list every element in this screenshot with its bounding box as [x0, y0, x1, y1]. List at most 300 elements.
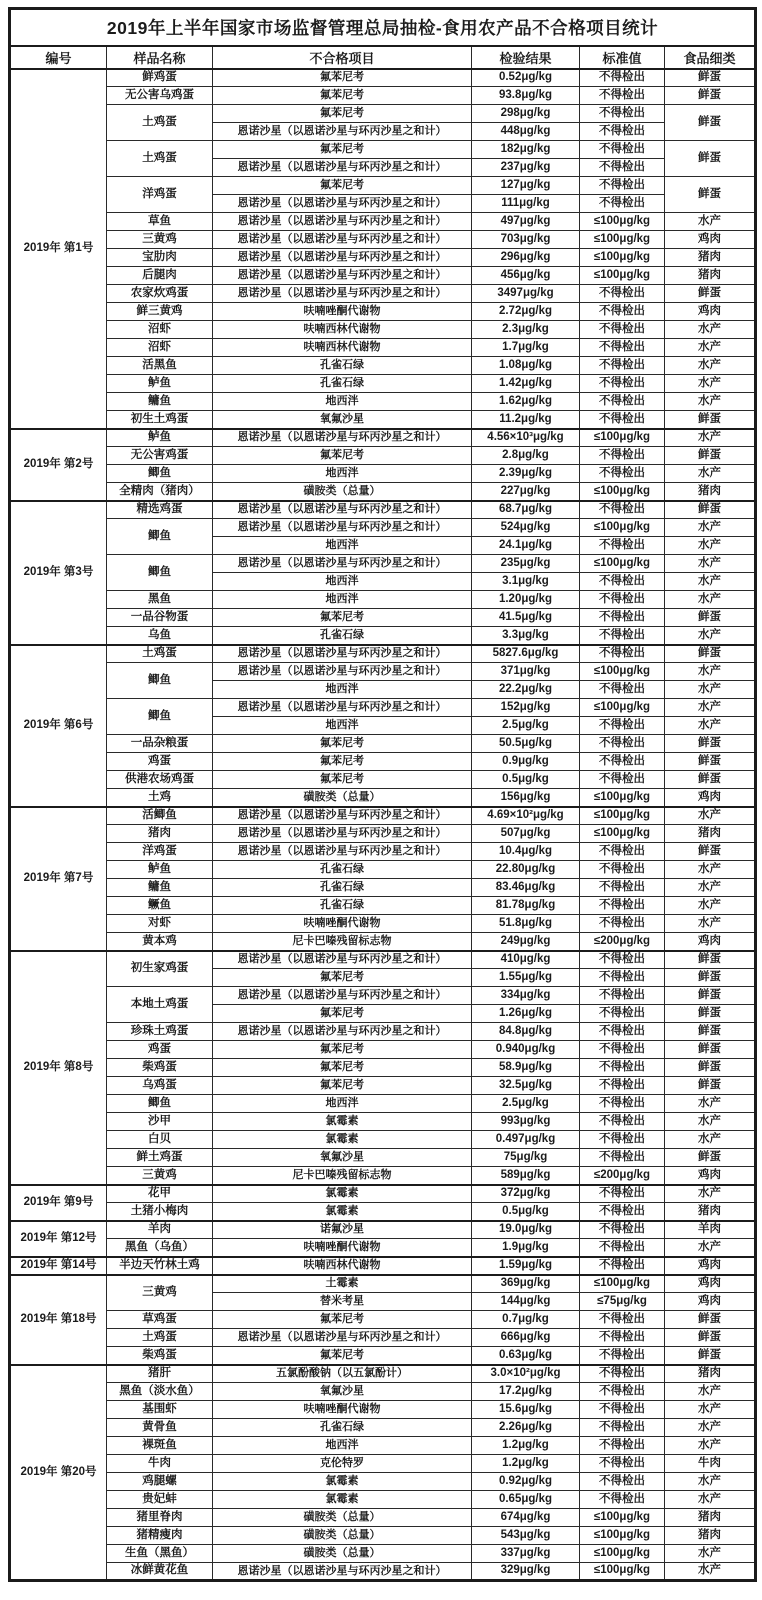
food-category-cell: 鲜蛋 [665, 87, 756, 105]
sample-name-cell: 后腿肉 [107, 267, 213, 285]
noncompliant-item-cell: 恩诺沙星（以恩诺沙星与环丙沙星之和计） [213, 285, 472, 303]
sample-name-cell: 珍珠土鸡蛋 [107, 1023, 213, 1041]
noncompliant-item-cell: 氟苯尼考 [213, 609, 472, 627]
standard-value-cell: ≤100μg/kg [580, 1545, 665, 1563]
food-category-cell: 鲜蛋 [665, 969, 756, 987]
noncompliant-item-cell: 地西泮 [213, 1095, 472, 1113]
test-result-cell: 296μg/kg [472, 249, 580, 267]
sample-name-cell: 土鸡蛋 [107, 141, 213, 177]
test-result-cell: 3.1μg/kg [472, 573, 580, 591]
test-result-cell: 1.42μg/kg [472, 375, 580, 393]
table-row [10, 69, 756, 87]
food-category-cell: 水产 [665, 573, 756, 591]
standard-value-cell: 不得检出 [580, 591, 665, 609]
batch-number-cell: 2019年 第14号 [10, 1257, 107, 1275]
table-row [10, 375, 756, 393]
test-result-cell: 235μg/kg [472, 555, 580, 573]
table-row [10, 789, 756, 807]
standard-value-cell: 不得检出 [580, 393, 665, 411]
table-row [10, 1239, 756, 1257]
food-category-cell: 水产 [665, 429, 756, 447]
test-result-cell: 2.26μg/kg [472, 1419, 580, 1437]
sample-name-cell: 黄骨鱼 [107, 1419, 213, 1437]
standard-value-cell: 不得检出 [580, 1401, 665, 1419]
food-category-cell: 鲜蛋 [665, 501, 756, 519]
food-category-cell: 水产 [665, 537, 756, 555]
sample-name-cell: 鲫鱼 [107, 555, 213, 591]
noncompliant-item-cell: 氟苯尼考 [213, 141, 472, 159]
test-result-cell: 1.08μg/kg [472, 357, 580, 375]
food-category-cell: 水产 [665, 627, 756, 645]
sample-name-cell: 本地土鸡蛋 [107, 987, 213, 1023]
standard-value-cell: ≤100μg/kg [580, 1275, 665, 1293]
food-category-cell: 鲜蛋 [665, 447, 756, 465]
standard-value-cell: 不得检出 [580, 1239, 665, 1257]
standard-value-cell: ≤100μg/kg [580, 249, 665, 267]
inspection-results-table [8, 7, 757, 1582]
test-result-cell: 152μg/kg [472, 699, 580, 717]
standard-value-cell: 不得检出 [580, 339, 665, 357]
food-category-cell: 水产 [665, 1545, 756, 1563]
noncompliant-item-cell: 呋喃西林代谢物 [213, 339, 472, 357]
standard-value-cell: 不得检出 [580, 303, 665, 321]
standard-value-cell: 不得检出 [580, 915, 665, 933]
table-row [10, 429, 756, 447]
noncompliant-item-cell: 氟苯尼考 [213, 69, 472, 87]
standard-value-cell: 不得检出 [580, 141, 665, 159]
sample-name-cell: 鲜三黄鸡 [107, 303, 213, 321]
table-row [10, 105, 756, 123]
test-result-cell: 227μg/kg [472, 483, 580, 501]
standard-value-cell: ≤100μg/kg [580, 1563, 665, 1581]
food-category-cell: 水产 [665, 555, 756, 573]
batch-number-cell: 2019年 第3号 [10, 501, 107, 645]
test-result-cell: 337μg/kg [472, 1545, 580, 1563]
test-result-cell: 589μg/kg [472, 1167, 580, 1185]
test-result-cell: 1.26μg/kg [472, 1005, 580, 1023]
standard-value-cell: ≤100μg/kg [580, 699, 665, 717]
test-result-cell: 666μg/kg [472, 1329, 580, 1347]
test-result-cell: 83.46μg/kg [472, 879, 580, 897]
food-category-cell: 鲜蛋 [665, 285, 756, 303]
test-result-cell: 19.0μg/kg [472, 1221, 580, 1239]
food-category-cell: 鲜蛋 [665, 1311, 756, 1329]
noncompliant-item-cell: 氟苯尼考 [213, 87, 472, 105]
sample-name-cell: 鸡蛋 [107, 753, 213, 771]
table-row [10, 1419, 756, 1437]
table-row [10, 87, 756, 105]
sample-name-cell: 猪肝 [107, 1365, 213, 1383]
test-result-cell: 1.55μg/kg [472, 969, 580, 987]
standard-value-cell: ≤100μg/kg [580, 789, 665, 807]
sample-name-cell: 鳙鱼 [107, 393, 213, 411]
table-row [10, 1473, 756, 1491]
food-category-cell: 猪肉 [665, 267, 756, 285]
page-title: 2019年上半年国家市场监督管理总局抽检-食用农产品不合格项目统计 [10, 9, 756, 46]
test-result-cell: 524μg/kg [472, 519, 580, 537]
noncompliant-item-cell: 恩诺沙星（以恩诺沙星与环丙沙星之和计） [213, 1023, 472, 1041]
table-row [10, 267, 756, 285]
noncompliant-item-cell: 地西泮 [213, 717, 472, 735]
standard-value-cell: 不得检出 [580, 177, 665, 195]
noncompliant-item-cell: 磺胺类（总量） [213, 789, 472, 807]
sample-name-cell: 裸斑鱼 [107, 1437, 213, 1455]
noncompliant-item-cell: 磺胺类（总量） [213, 483, 472, 501]
standard-value-cell: 不得检出 [580, 1185, 665, 1203]
test-result-cell: 2.39μg/kg [472, 465, 580, 483]
standard-value-cell: 不得检出 [580, 987, 665, 1005]
test-result-cell: 0.9μg/kg [472, 753, 580, 771]
sample-name-cell: 黄本鸡 [107, 933, 213, 951]
noncompliant-item-cell: 磺胺类（总量） [213, 1527, 472, 1545]
food-category-cell: 鲜蛋 [665, 609, 756, 627]
noncompliant-item-cell: 氟苯尼考 [213, 753, 472, 771]
noncompliant-item-cell: 呋喃唑酮代谢物 [213, 1239, 472, 1257]
standard-value-cell: 不得检出 [580, 897, 665, 915]
food-category-cell: 鲜蛋 [665, 105, 756, 141]
food-category-cell: 羊肉 [665, 1221, 756, 1239]
standard-value-cell: 不得检出 [580, 969, 665, 987]
test-result-cell: 369μg/kg [472, 1275, 580, 1293]
test-result-cell: 448μg/kg [472, 123, 580, 141]
food-category-cell: 猪肉 [665, 1203, 756, 1221]
table-row [10, 879, 756, 897]
table-row [10, 357, 756, 375]
standard-value-cell: ≤100μg/kg [580, 807, 665, 825]
standard-value-cell: 不得检出 [580, 1365, 665, 1383]
noncompliant-item-cell: 恩诺沙星（以恩诺沙星与环丙沙星之和计） [213, 699, 472, 717]
table-row [10, 861, 756, 879]
standard-value-cell: 不得检出 [580, 1149, 665, 1167]
food-category-cell: 水产 [665, 339, 756, 357]
table-row [10, 1383, 756, 1401]
sample-name-cell: 黑鱼（淡水鱼） [107, 1383, 213, 1401]
food-category-cell: 鲜蛋 [665, 1023, 756, 1041]
standard-value-cell: 不得检出 [580, 537, 665, 555]
table-row [10, 1077, 756, 1095]
food-category-cell: 鲜蛋 [665, 177, 756, 213]
table-row [10, 1509, 756, 1527]
standard-value-cell: ≤75μg/kg [580, 1293, 665, 1311]
test-result-cell: 674μg/kg [472, 1509, 580, 1527]
food-category-cell: 鸡肉 [665, 789, 756, 807]
test-result-cell: 334μg/kg [472, 987, 580, 1005]
noncompliant-item-cell: 替米考星 [213, 1293, 472, 1311]
standard-value-cell: 不得检出 [580, 123, 665, 141]
food-category-cell: 水产 [665, 375, 756, 393]
test-result-cell: 156μg/kg [472, 789, 580, 807]
table-row [10, 1041, 756, 1059]
batch-number-cell: 2019年 第6号 [10, 645, 107, 807]
test-result-cell: 17.2μg/kg [472, 1383, 580, 1401]
noncompliant-item-cell: 恩诺沙星（以恩诺沙星与环丙沙星之和计） [213, 231, 472, 249]
standard-value-cell: 不得检出 [580, 447, 665, 465]
standard-value-cell: 不得检出 [580, 1455, 665, 1473]
food-category-cell: 水产 [665, 1095, 756, 1113]
table-row [10, 645, 756, 663]
table-row [10, 915, 756, 933]
food-category-cell: 水产 [665, 915, 756, 933]
food-category-cell: 鲜蛋 [665, 69, 756, 87]
header-row [10, 46, 756, 69]
standard-value-cell: 不得检出 [580, 951, 665, 969]
food-category-cell: 水产 [665, 879, 756, 897]
noncompliant-item-cell: 恩诺沙星（以恩诺沙星与环丙沙星之和计） [213, 195, 472, 213]
batch-number-cell: 2019年 第9号 [10, 1185, 107, 1221]
noncompliant-item-cell: 地西泮 [213, 681, 472, 699]
test-result-cell: 0.940μg/kg [472, 1041, 580, 1059]
column-header-test-result: 检验结果 [472, 46, 580, 69]
table-row [10, 483, 756, 501]
sample-name-cell: 活鲫鱼 [107, 807, 213, 825]
food-category-cell: 鲜蛋 [665, 1077, 756, 1095]
sample-name-cell: 供港农场鸡蛋 [107, 771, 213, 789]
table-row [10, 825, 756, 843]
sample-name-cell: 一品谷物蛋 [107, 609, 213, 627]
test-result-cell: 41.5μg/kg [472, 609, 580, 627]
table-row [10, 177, 756, 195]
table-row [10, 1167, 756, 1185]
table-row [10, 411, 756, 429]
table-row [10, 1113, 756, 1131]
sample-name-cell: 生鱼（黑鱼） [107, 1545, 213, 1563]
sample-name-cell: 鲫鱼 [107, 1095, 213, 1113]
test-result-cell: 2.5μg/kg [472, 717, 580, 735]
table-row [10, 807, 756, 825]
noncompliant-item-cell: 孔雀石绿 [213, 1419, 472, 1437]
table-row [10, 339, 756, 357]
test-result-cell: 51.8μg/kg [472, 915, 580, 933]
sample-name-cell: 猪里脊肉 [107, 1509, 213, 1527]
food-category-cell: 鸡肉 [665, 1275, 756, 1293]
noncompliant-item-cell: 尼卡巴嗪残留标志物 [213, 1167, 472, 1185]
table-row [10, 321, 756, 339]
sample-name-cell: 无公害鸡蛋 [107, 447, 213, 465]
food-category-cell: 鲜蛋 [665, 1041, 756, 1059]
batch-number-cell: 2019年 第7号 [10, 807, 107, 951]
sample-name-cell: 鲜鸡蛋 [107, 69, 213, 87]
standard-value-cell: ≤100μg/kg [580, 231, 665, 249]
standard-value-cell: 不得检出 [580, 753, 665, 771]
standard-value-cell: ≤100μg/kg [580, 1527, 665, 1545]
food-category-cell: 水产 [665, 897, 756, 915]
food-category-cell: 水产 [665, 591, 756, 609]
sample-name-cell: 三黄鸡 [107, 231, 213, 249]
standard-value-cell: ≤100μg/kg [580, 519, 665, 537]
noncompliant-item-cell: 恩诺沙星（以恩诺沙星与环丙沙星之和计） [213, 951, 472, 969]
test-result-cell: 993μg/kg [472, 1113, 580, 1131]
sample-name-cell: 基围虾 [107, 1401, 213, 1419]
food-category-cell: 水产 [665, 357, 756, 375]
test-result-cell: 237μg/kg [472, 159, 580, 177]
sample-name-cell: 羊肉 [107, 1221, 213, 1239]
noncompliant-item-cell: 恩诺沙星（以恩诺沙星与环丙沙星之和计） [213, 501, 472, 519]
test-result-cell: 58.9μg/kg [472, 1059, 580, 1077]
food-category-cell: 猪肉 [665, 825, 756, 843]
sample-name-cell: 牛肉 [107, 1455, 213, 1473]
sample-name-cell: 乌鸡蛋 [107, 1077, 213, 1095]
noncompliant-item-cell: 氟苯尼考 [213, 1311, 472, 1329]
sample-name-cell: 土鸡蛋 [107, 105, 213, 141]
food-category-cell: 鲜蛋 [665, 1059, 756, 1077]
test-result-cell: 5827.6μg/kg [472, 645, 580, 663]
food-category-cell: 猪肉 [665, 1365, 756, 1383]
test-result-cell: 497μg/kg [472, 213, 580, 231]
noncompliant-item-cell: 恩诺沙星（以恩诺沙星与环丙沙星之和计） [213, 267, 472, 285]
standard-value-cell: ≤100μg/kg [580, 213, 665, 231]
noncompliant-item-cell: 氟苯尼考 [213, 447, 472, 465]
sample-name-cell: 柴鸡蛋 [107, 1059, 213, 1077]
food-category-cell: 鸡肉 [665, 1257, 756, 1275]
test-result-cell: 0.5μg/kg [472, 1203, 580, 1221]
test-result-cell: 75μg/kg [472, 1149, 580, 1167]
test-result-cell: 329μg/kg [472, 1563, 580, 1581]
sample-name-cell: 活黑鱼 [107, 357, 213, 375]
sample-name-cell: 草鱼 [107, 213, 213, 231]
test-result-cell: 22.80μg/kg [472, 861, 580, 879]
table-row [10, 501, 756, 519]
sample-name-cell: 鲜土鸡蛋 [107, 1149, 213, 1167]
test-result-cell: 0.52μg/kg [472, 69, 580, 87]
food-category-cell: 猪肉 [665, 1509, 756, 1527]
noncompliant-item-cell: 氟苯尼考 [213, 1059, 472, 1077]
table-row [10, 519, 756, 537]
standard-value-cell: 不得检出 [580, 465, 665, 483]
standard-value-cell: 不得检出 [580, 627, 665, 645]
food-category-cell: 鲜蛋 [665, 141, 756, 177]
sample-name-cell: 猪肉 [107, 825, 213, 843]
sample-name-cell: 白贝 [107, 1131, 213, 1149]
food-category-cell: 鲜蛋 [665, 1329, 756, 1347]
test-result-cell: 0.5μg/kg [472, 771, 580, 789]
standard-value-cell: 不得检出 [580, 87, 665, 105]
test-result-cell: 371μg/kg [472, 663, 580, 681]
test-result-cell: 0.63μg/kg [472, 1347, 580, 1365]
noncompliant-item-cell: 恩诺沙星（以恩诺沙星与环丙沙星之和计） [213, 249, 472, 267]
standard-value-cell: 不得检出 [580, 1131, 665, 1149]
food-category-cell: 猪肉 [665, 1527, 756, 1545]
table-row [10, 1563, 756, 1581]
noncompliant-item-cell: 氟苯尼考 [213, 1041, 472, 1059]
column-header-batch-no: 编号 [10, 46, 107, 69]
noncompliant-item-cell: 恩诺沙星（以恩诺沙星与环丙沙星之和计） [213, 123, 472, 141]
table-row [10, 771, 756, 789]
noncompliant-item-cell: 地西泮 [213, 537, 472, 555]
sample-name-cell: 鲈鱼 [107, 861, 213, 879]
noncompliant-item-cell: 氟苯尼考 [213, 735, 472, 753]
standard-value-cell: 不得检出 [580, 1347, 665, 1365]
sample-name-cell: 一品杂粮蛋 [107, 735, 213, 753]
standard-value-cell: 不得检出 [580, 159, 665, 177]
table-row [10, 213, 756, 231]
food-category-cell: 水产 [665, 1113, 756, 1131]
standard-value-cell: 不得检出 [580, 609, 665, 627]
food-category-cell: 水产 [665, 1131, 756, 1149]
standard-value-cell: 不得检出 [580, 1257, 665, 1275]
noncompliant-item-cell: 恩诺沙星（以恩诺沙星与环丙沙星之和计） [213, 429, 472, 447]
standard-value-cell: 不得检出 [580, 1077, 665, 1095]
sample-name-cell: 沼虾 [107, 339, 213, 357]
sample-name-cell: 土鸡蛋 [107, 1329, 213, 1347]
standard-value-cell: ≤200μg/kg [580, 1167, 665, 1185]
table-row [10, 1401, 756, 1419]
sample-name-cell: 鳙鱼 [107, 879, 213, 897]
test-result-cell: 1.9μg/kg [472, 1239, 580, 1257]
sample-name-cell: 鲫鱼 [107, 699, 213, 735]
standard-value-cell: 不得检出 [580, 1491, 665, 1509]
noncompliant-item-cell: 氧氟沙星 [213, 411, 472, 429]
sample-name-cell: 洋鸡蛋 [107, 177, 213, 213]
sample-name-cell: 猪精瘦肉 [107, 1527, 213, 1545]
sample-name-cell: 对虾 [107, 915, 213, 933]
standard-value-cell: 不得检出 [580, 1095, 665, 1113]
table-row [10, 231, 756, 249]
standard-value-cell: 不得检出 [580, 1041, 665, 1059]
noncompliant-item-cell: 孔雀石绿 [213, 357, 472, 375]
food-category-cell: 水产 [665, 1473, 756, 1491]
food-category-cell: 鸡肉 [665, 231, 756, 249]
standard-value-cell: 不得检出 [580, 1383, 665, 1401]
standard-value-cell: ≤100μg/kg [580, 555, 665, 573]
noncompliant-item-cell: 氯霉素 [213, 1185, 472, 1203]
noncompliant-item-cell: 氟苯尼考 [213, 1077, 472, 1095]
food-category-cell: 水产 [665, 861, 756, 879]
food-category-cell: 鲜蛋 [665, 1005, 756, 1023]
table-row [10, 843, 756, 861]
noncompliant-item-cell: 地西泮 [213, 393, 472, 411]
batch-number-cell: 2019年 第1号 [10, 69, 107, 429]
food-category-cell: 水产 [665, 1401, 756, 1419]
food-category-cell: 鲜蛋 [665, 951, 756, 969]
noncompliant-item-cell: 恩诺沙星（以恩诺沙星与环丙沙星之和计） [213, 645, 472, 663]
noncompliant-item-cell: 氯霉素 [213, 1491, 472, 1509]
title-row [10, 9, 756, 46]
table-row [10, 141, 756, 159]
table-row [10, 591, 756, 609]
sample-name-cell: 鸡腿螺 [107, 1473, 213, 1491]
food-category-cell: 水产 [665, 1491, 756, 1509]
test-result-cell: 15.6μg/kg [472, 1401, 580, 1419]
noncompliant-item-cell: 恩诺沙星（以恩诺沙星与环丙沙星之和计） [213, 843, 472, 861]
sample-name-cell: 无公害乌鸡蛋 [107, 87, 213, 105]
food-category-cell: 水产 [665, 699, 756, 717]
noncompliant-item-cell: 孔雀石绿 [213, 879, 472, 897]
table-row [10, 1311, 756, 1329]
test-result-cell: 93.8μg/kg [472, 87, 580, 105]
food-category-cell: 鲜蛋 [665, 771, 756, 789]
sample-name-cell: 鲈鱼 [107, 375, 213, 393]
batch-number-cell: 2019年 第12号 [10, 1221, 107, 1257]
table-row [10, 1329, 756, 1347]
standard-value-cell: 不得检出 [580, 1437, 665, 1455]
table-row [10, 1455, 756, 1473]
sample-name-cell: 鲫鱼 [107, 663, 213, 699]
test-result-cell: 24.1μg/kg [472, 537, 580, 555]
standard-value-cell: 不得检出 [580, 501, 665, 519]
standard-value-cell: 不得检出 [580, 105, 665, 123]
sample-name-cell: 半边天竹林土鸡 [107, 1257, 213, 1275]
noncompliant-item-cell: 孔雀石绿 [213, 375, 472, 393]
standard-value-cell: ≤100μg/kg [580, 429, 665, 447]
noncompliant-item-cell: 恩诺沙星（以恩诺沙星与环丙沙星之和计） [213, 825, 472, 843]
standard-value-cell: 不得检出 [580, 1113, 665, 1131]
standard-value-cell: 不得检出 [580, 69, 665, 87]
sample-name-cell: 乌鱼 [107, 627, 213, 645]
standard-value-cell: ≤100μg/kg [580, 267, 665, 285]
standard-value-cell: 不得检出 [580, 879, 665, 897]
food-category-cell: 鲜蛋 [665, 645, 756, 663]
column-header-noncompliant-item: 不合格项目 [213, 46, 472, 69]
